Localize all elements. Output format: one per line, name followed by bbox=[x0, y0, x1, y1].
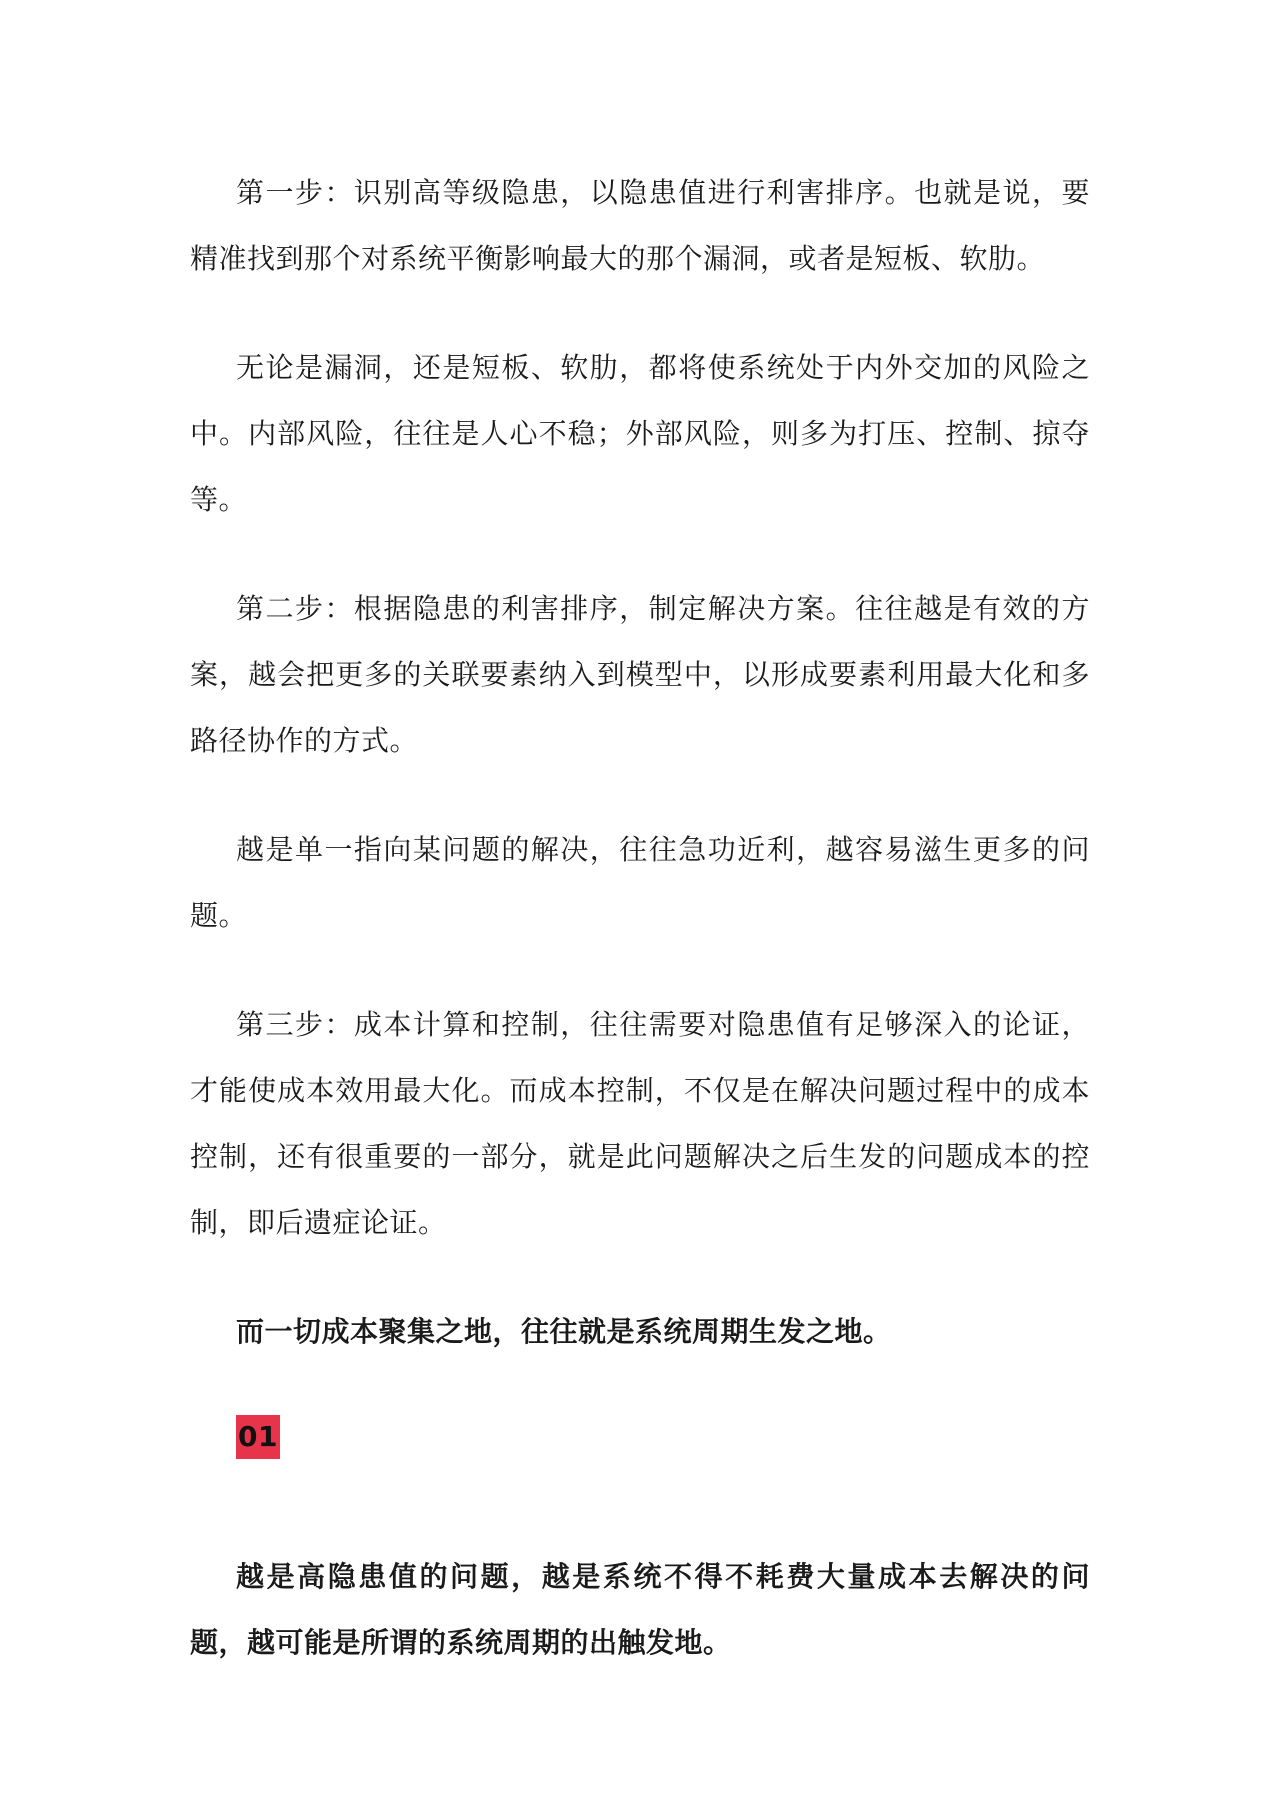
paragraph-step-one: 第一步：识别高等级隐患，以隐患值进行利害排序。也就是说，要精准找到那个对系统平衡影响最大的那个漏洞，或者是短板、软肋。 bbox=[190, 176, 1090, 275]
paragraph-step-three: 第三步：成本计算和控制，往往需要对隐患值有足够深入的论证，才能使成本效用最大化。而成本控制，不仅是在解决问题过程中的成本控制，还有很重要的一部分，就是此问题解决之后生发的问题成本的控制，即后遗症论证。 bbox=[190, 1008, 1090, 1239]
section-heading bbox=[190, 1415, 1090, 1481]
paragraph-step-two: 第二步：根据隐患的利害排序，制定解决方案。往往越是有效的方案，越会把更多的关联要素纳入到模型中，以形成要素利用最大化和多路径协作的方式。 bbox=[190, 592, 1090, 757]
paragraph-cost-gathering: 而一切成本聚集之地，往往就是系统周期生发之地。 bbox=[236, 1315, 892, 1348]
paragraph-single-solution: 越是单一指向某问题的解决，往往急功近利，越容易滋生更多的问题。 bbox=[190, 833, 1090, 932]
section-number-badge: 01 bbox=[236, 1415, 280, 1459]
article-body bbox=[190, 160, 1090, 1676]
paragraph-closing: 越是高隐患值的问题，越是系统不得不耗费大量成本去解决的问题，越可能是所谓的系统周期的出触发地。 bbox=[190, 1560, 1090, 1659]
paragraph-risk: 无论是漏洞，还是短板、软肋，都将使系统处于内外交加的风险之中。内部风险，往往是人心不稳；外部风险，则多为打压、控制、掠夺等。 bbox=[190, 351, 1090, 516]
